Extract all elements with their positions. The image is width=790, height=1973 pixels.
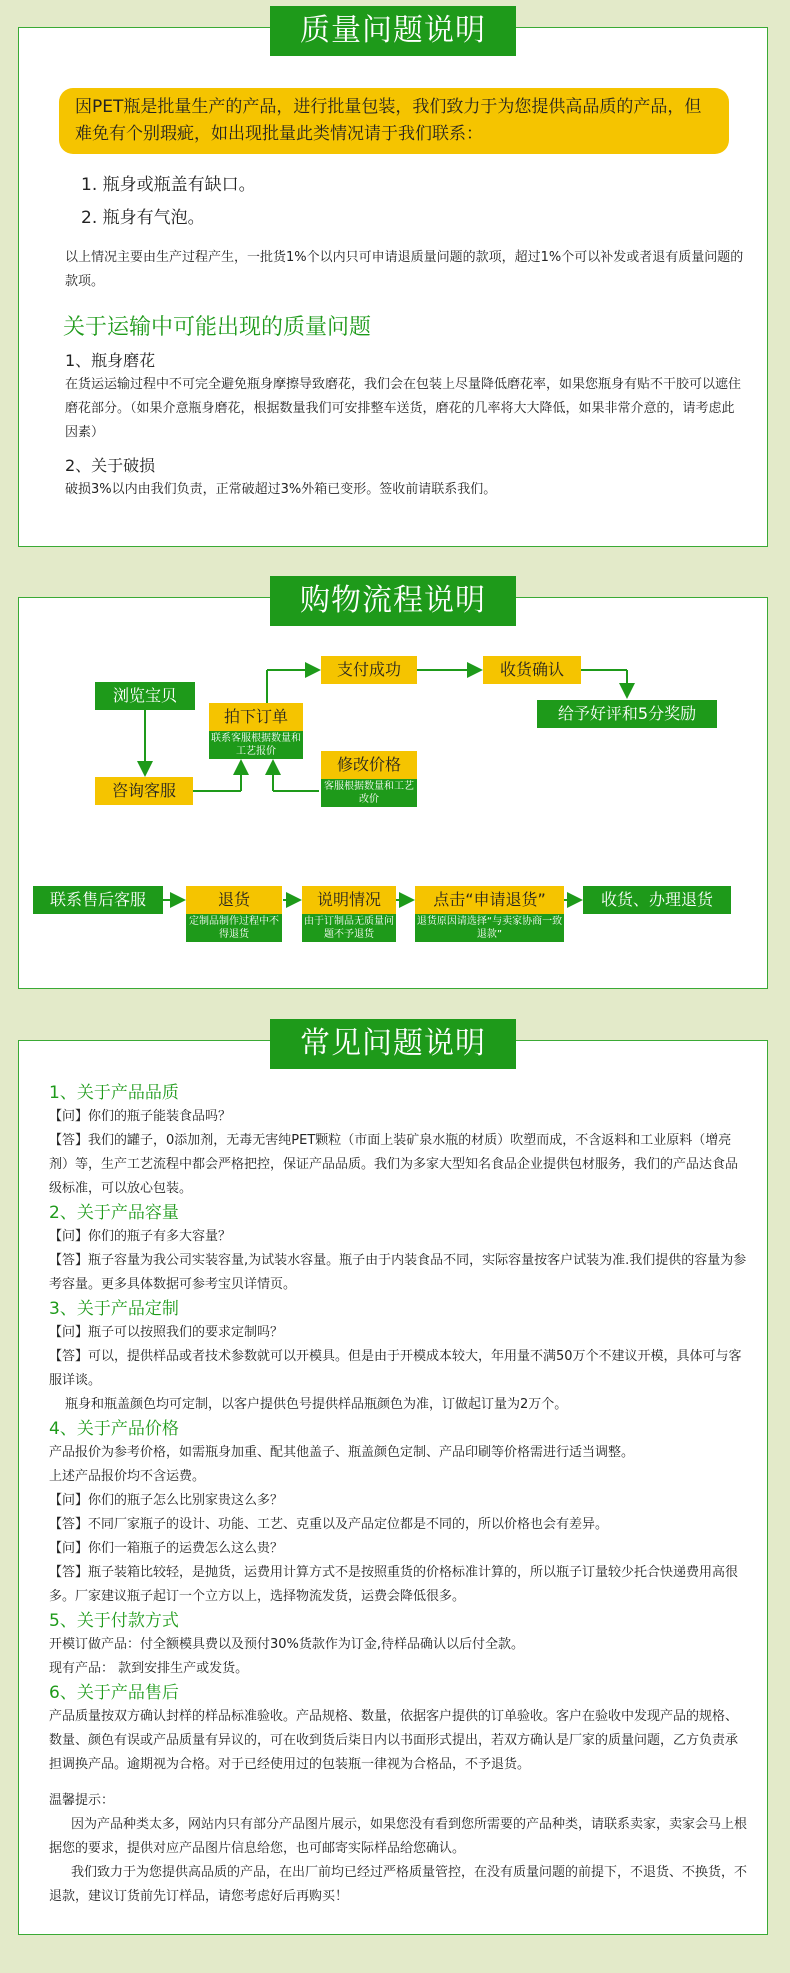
section-title: 购物流程说明 xyxy=(270,576,516,626)
faq-line: 产品报价为参考价格，如需瓶身加重、配其他盖子、瓶盖颜色定制、产品印刷等价格需进行适当调整。 xyxy=(49,1445,635,1460)
step-modify: 修改价格 xyxy=(321,751,417,779)
damage-text: 破损3%以内由我们负责，正常破超过3%外箱已变形。签收前请联系我们。 xyxy=(65,482,497,497)
faq-section xyxy=(18,1026,768,1935)
step-pay: 支付成功 xyxy=(321,656,417,684)
faq-line: 因为产品种类太多，网站内只有部分产品图片展示，如果您没有看到您所需要的产品种类，请联系卖家，卖家会马上根据您的要求，提供对应产品图片信息给您，也可邮寄实际样品给您确认。 xyxy=(49,1817,748,1856)
faq-line: 【问】你们一箱瓶子的运费怎么这么贵？ xyxy=(49,1541,284,1556)
faq-heading: 2、关于产品容量 xyxy=(49,1203,179,1223)
section-title: 质量问题说明 xyxy=(270,6,516,56)
faq-line: 瓶身和瓶盖颜色均可定制，以客户提供色号提供样品瓶颜色为准，订做起订量为2万个。 xyxy=(65,1397,568,1412)
faq-line: 【问】瓶子可以按照我们的要求定制吗？ xyxy=(49,1325,284,1340)
faq-heading: 1、关于产品品质 xyxy=(49,1083,179,1103)
step-apply-note: 退货原因请选择“与卖家协商一致退款” xyxy=(416,916,563,940)
faq-line: 现有产品： 款到安排生产或发货。 xyxy=(49,1661,249,1676)
list-item: 1. 瓶身或瓶盖有缺口。 xyxy=(81,175,256,195)
wear-heading: 1、瓶身磨花 xyxy=(65,351,156,370)
section-title: 常见问题说明 xyxy=(270,1019,516,1069)
faq-line: 【答】瓶子容量为我公司实装容量,为试装水容量。瓶子由于内装食品不同，实际容量按客户试装为准.我们提供的容量为参考容量。更多具体数据可参考宝贝详情页。 xyxy=(49,1253,747,1292)
faq-line: 【答】瓶子装箱比较轻，是抛货，运费用计算方式不是按照重货的价格标准计算的，所以瓶子订量较少托合快递费用高很多。厂家建议瓶子起订一个立方以上，选择物流发货，运费会降低很多。 xyxy=(49,1565,739,1604)
step-explain-note: 由于订制品无质量问题不予退货 xyxy=(304,916,394,940)
step-after-sales: 联系售后客服 xyxy=(33,886,163,914)
faq-line: 【答】可以，提供样品或者技术参数就可以开模具。但是由于开模成本较大，年用量不满50万个不建议开模，具体可与客服详谈。 xyxy=(49,1349,742,1388)
faq-line xyxy=(49,1777,749,1789)
quality-section xyxy=(18,13,768,547)
step-explain: 说明情况 xyxy=(302,886,396,914)
shopping-flow-section xyxy=(18,583,768,989)
faq-line: 产品质量按双方确认封样的样品标准验收。产品规格、数量，依据客户提供的订单验收。客户在验收中发现产品的规格、数量、颜色有误或产品质量有异议的，可在收到货后柒日内以书面形式提出，若双方确认是厂家的质量问题，乙方负责承担调换产品。逾期视为合格。对于已经使用过的包装瓶一律视为合格品，不予退货。 xyxy=(49,1709,739,1772)
step-modify-note: 客服根据数量和工艺改价 xyxy=(321,779,417,807)
list-item: 2. 瓶身有气泡。 xyxy=(81,208,205,228)
faq-line: 【答】不同厂家瓶子的设计、功能、工艺、克重以及产品定位都是不同的，所以价格也会有差异。 xyxy=(49,1517,609,1532)
step-confirm: 收货确认 xyxy=(483,656,581,684)
faq-line: 【问】你们的瓶子有多大容量？ xyxy=(49,1229,232,1244)
step-order-note: 联系客服根据数量和工艺报价 xyxy=(211,733,301,757)
transport-heading: 关于运输中可能出现的质量问题 xyxy=(63,315,372,340)
faq-line: 温馨提示： xyxy=(49,1793,115,1808)
damage-heading: 2、关于破损 xyxy=(65,456,156,475)
faq-line: 【答】我们的罐子，0添加剂，无毒无害纯PET颗粒（市面上装矿泉水瓶的材质）吹塑而成，不含返料和工业原料（增亮剂）等，生产工艺流程中都会严格把控，保证产品品质。我们为多家大型知名食品企业提供包材服务，我们的产品达食品级标准，可以放心包装。 xyxy=(49,1133,739,1196)
step-browse: 浏览宝贝 xyxy=(95,682,195,710)
faq-line: 【问】你们的瓶子能装食品吗？ xyxy=(49,1109,232,1124)
step-review: 给予好评和5分奖励 xyxy=(537,700,717,728)
wear-text: 在货运运输过程中不可完全避免瓶身摩擦导致磨花，我们会在包装上尽量降低磨花率，如果您瓶身有贴不干胶可以遮住磨花部分。（如果介意瓶身磨花，根据数量我们可安排整车送货，磨花的几率将大大降低，如果非常介意的，请考虑此因素） xyxy=(65,377,742,440)
step-apply: 点击“申请退货” xyxy=(415,886,564,914)
faq-heading: 4、关于产品价格 xyxy=(49,1419,179,1439)
step-refund: 收货、办理退货 xyxy=(583,886,731,914)
step-return: 退货 xyxy=(186,886,282,914)
faq-line: 开模订做产品：付全额模具费以及预付30%货款作为订金,待样品确认以后付全款。 xyxy=(49,1637,525,1652)
faq-heading: 6、关于产品售后 xyxy=(49,1683,179,1703)
faq-line: 上述产品报价均不含运费。 xyxy=(49,1469,206,1484)
faq-list xyxy=(49,1081,749,1909)
notice-banner: 因PET瓶是批量生产的产品，进行批量包装，我们致力于为您提供高品质的产品，但难免有个别瑕疵，如出现批量此类情况请于我们联系： xyxy=(59,88,729,154)
step-consult: 咨询客服 xyxy=(95,777,193,805)
faq-heading: 3、关于产品定制 xyxy=(49,1299,179,1319)
step-return-note: 定制品制作过程中不得退货 xyxy=(186,914,282,942)
quality-note: 以上情况主要由生产过程产生，一批货1%个以内只可申请退质量问题的款项，超过1%个可以补发或者退有质量问题的款项。 xyxy=(65,250,744,289)
faq-line: 【问】你们的瓶子怎么比别家贵这么多？ xyxy=(49,1493,284,1508)
step-order: 拍下订单 xyxy=(209,703,303,731)
faq-heading: 5、关于付款方式 xyxy=(49,1611,179,1631)
faq-line: 我们致力于为您提供高品质的产品，在出厂前均已经过严格质量管控，在没有质量问题的前提下，不退货、不换货，不退款，建议订货前先订样品，请您考虑好后再购买！ xyxy=(49,1865,748,1904)
